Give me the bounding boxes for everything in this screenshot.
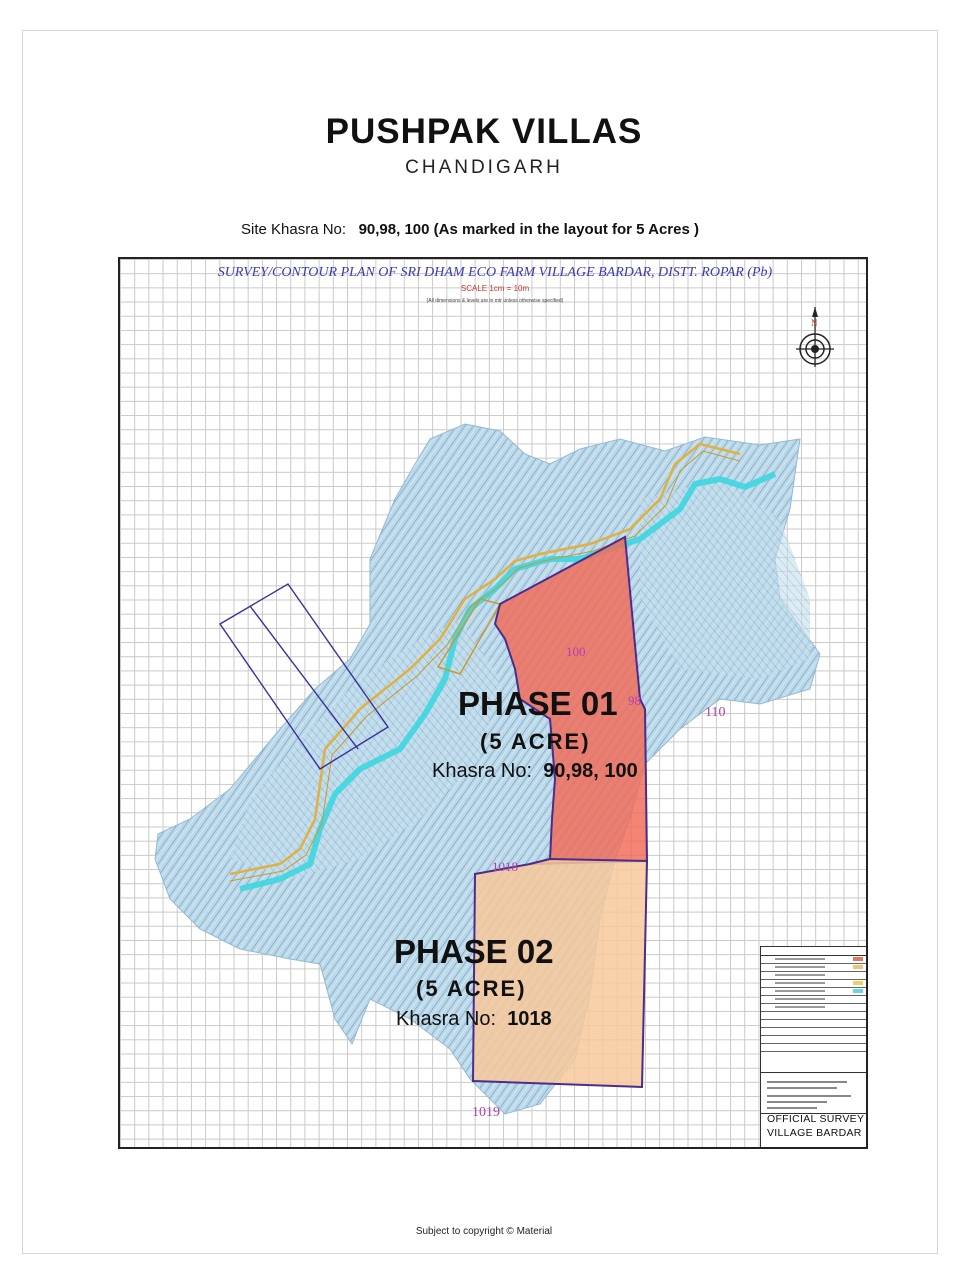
legend-box (760, 946, 868, 1149)
phase-01-khasra-value: 90,98, 100 (543, 760, 638, 782)
legend-row (761, 1020, 867, 1028)
plot-number-98: 98 (628, 693, 641, 708)
project-title: PUSHPAK VILLAS (325, 112, 643, 151)
phase-02-acre: (5 ACRE) (416, 976, 527, 1001)
legend-row (761, 956, 867, 964)
legend-row (761, 1044, 867, 1052)
phase-02-khasra (396, 1008, 552, 1031)
site-khasra-value: 90,98, 100 (As marked in the layout for 5 Acres ) (358, 221, 699, 238)
copyright-footer: Subject to copyright © Material (415, 1226, 553, 1237)
plan-dimension-note: (All dimensions & levels are in mtr unless otherwise specified) (426, 298, 564, 304)
legend-header (761, 947, 867, 956)
north-label: N (811, 318, 818, 328)
phase-02-khasra-value: 1018 (507, 1008, 552, 1030)
legend-row (761, 1036, 867, 1044)
phase-02-area (473, 859, 647, 1087)
phase-02-khasra-label: Khasra No: (396, 1008, 497, 1030)
legend-row (761, 996, 867, 1004)
legend-notes (761, 1073, 867, 1114)
legend-row (761, 1028, 867, 1036)
plot-number-100: 100 (566, 644, 586, 659)
legend-row (761, 964, 867, 972)
legend-row (761, 972, 867, 980)
north-arrow-icon (796, 307, 834, 367)
plan-heading: SURVEY/CONTOUR PLAN OF SRI DHAM ECO FARM VILLAGE BARDAR, DISTT. ROPAR (Pb) (217, 265, 773, 280)
official-survey-text (767, 1112, 864, 1140)
project-city: CHANDIGARH (405, 157, 563, 178)
legend-scale-date (761, 1052, 867, 1073)
plot-number-1019: 1019 (472, 1105, 500, 1120)
phase-02-title: PHASE 02 (394, 933, 554, 970)
phase-01-title: PHASE 01 (458, 685, 618, 722)
plan-scale: SCALE 1cm = 10m (460, 284, 530, 293)
official-survey-line-1: OFFICIAL SURVEY (767, 1113, 865, 1125)
phase-01-khasra-label: Khasra No: (432, 760, 533, 782)
phase-01-acre: (5 ACRE) (480, 729, 591, 754)
plot-number-110: 110 (705, 705, 726, 720)
official-survey-line-2: VILLAGE BARDAR (767, 1127, 862, 1139)
survey-map (118, 257, 868, 1149)
legend-row (761, 1012, 867, 1020)
phase-01-khasra (432, 760, 638, 783)
plot-number-1018: 1018 (492, 859, 518, 874)
legend-row (761, 988, 867, 996)
site-khasra-label: Site Khasra No: (241, 221, 347, 238)
legend-row (761, 980, 867, 988)
site-khasra-line (241, 221, 699, 238)
legend-row (761, 1004, 867, 1012)
